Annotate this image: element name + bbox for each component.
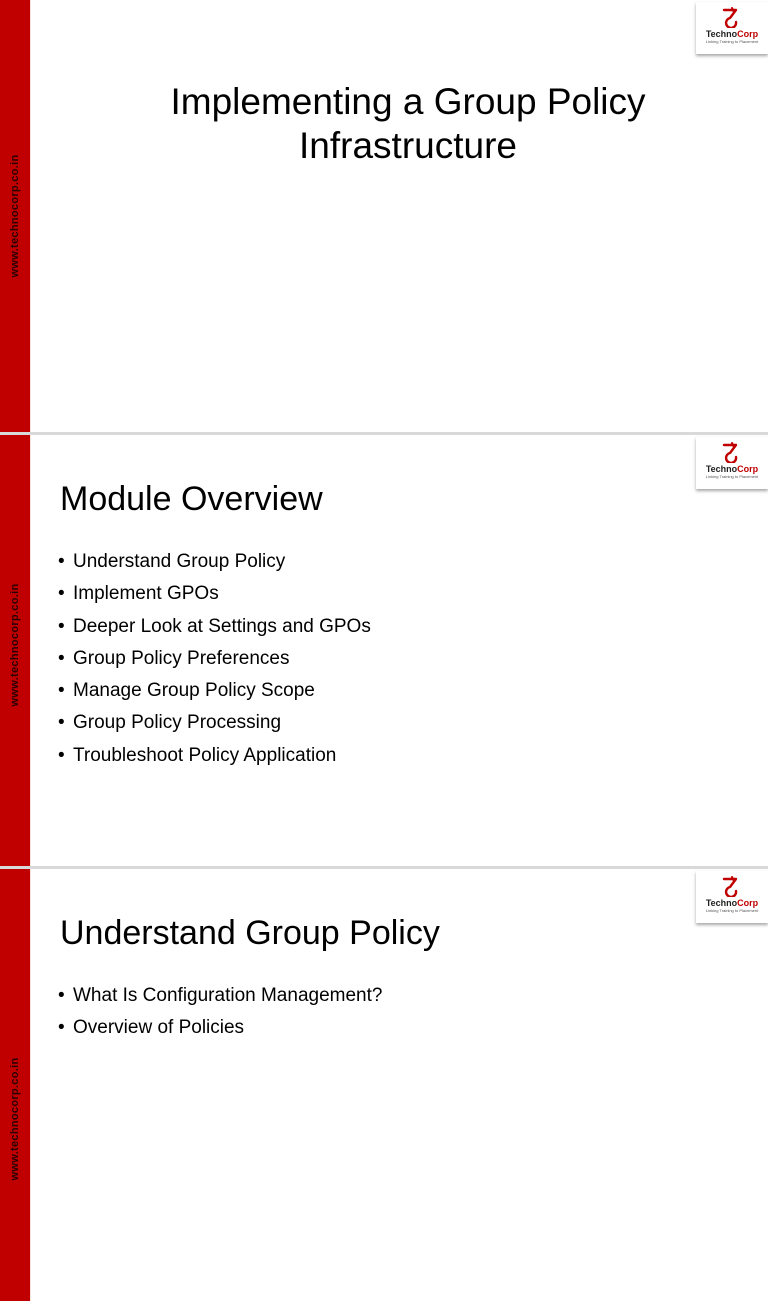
logo-tagline: Linking Training to Placement xyxy=(705,474,759,479)
bullet-item: • Troubleshoot Policy Application xyxy=(58,740,371,772)
slide-2 xyxy=(0,435,768,867)
bullet-item: • Manage Group Policy Scope xyxy=(58,675,371,707)
website-url[interactable]: www.technocorp.co.in xyxy=(9,154,21,278)
logo-name: TechnoCorp xyxy=(705,464,759,474)
logo-tagline: Linking Training to Placement xyxy=(705,908,759,913)
bullet-item: • Understand Group Policy xyxy=(58,546,371,578)
technocorp-logo-icon xyxy=(721,441,743,463)
logo-name: TechnoCorp xyxy=(705,898,759,908)
bullet-item: • What Is Configuration Management? xyxy=(58,980,382,1012)
technocorp-logo xyxy=(696,437,768,489)
bullet-list xyxy=(58,546,371,772)
bullet-list xyxy=(58,980,382,1045)
website-url[interactable]: www.technocorp.co.in xyxy=(9,583,21,707)
side-bar xyxy=(0,435,31,867)
technocorp-logo-icon xyxy=(721,6,743,28)
slide-title: Understand Group Policy xyxy=(60,914,440,952)
technocorp-logo-icon xyxy=(721,875,743,897)
slide-3 xyxy=(0,869,768,1301)
presentation-title: Implementing a Group Policy Infrastructure xyxy=(170,81,646,166)
bullet-item: • Group Policy Processing xyxy=(58,707,371,739)
side-bar xyxy=(0,0,31,432)
logo-name: TechnoCorp xyxy=(705,29,759,39)
slide-title: Module Overview xyxy=(60,480,323,518)
technocorp-logo xyxy=(696,871,768,923)
website-url[interactable]: www.technocorp.co.in xyxy=(9,1057,21,1181)
side-bar xyxy=(0,869,31,1301)
bullet-item: • Overview of Policies xyxy=(58,1012,382,1044)
slide-1 xyxy=(0,0,768,432)
bullet-item: • Implement GPOs xyxy=(58,578,371,610)
bullet-item: • Group Policy Preferences xyxy=(58,643,371,675)
bullet-item: • Deeper Look at Settings and GPOs xyxy=(58,611,371,643)
technocorp-logo xyxy=(696,2,768,54)
logo-tagline: Linking Training to Placement xyxy=(705,39,759,44)
